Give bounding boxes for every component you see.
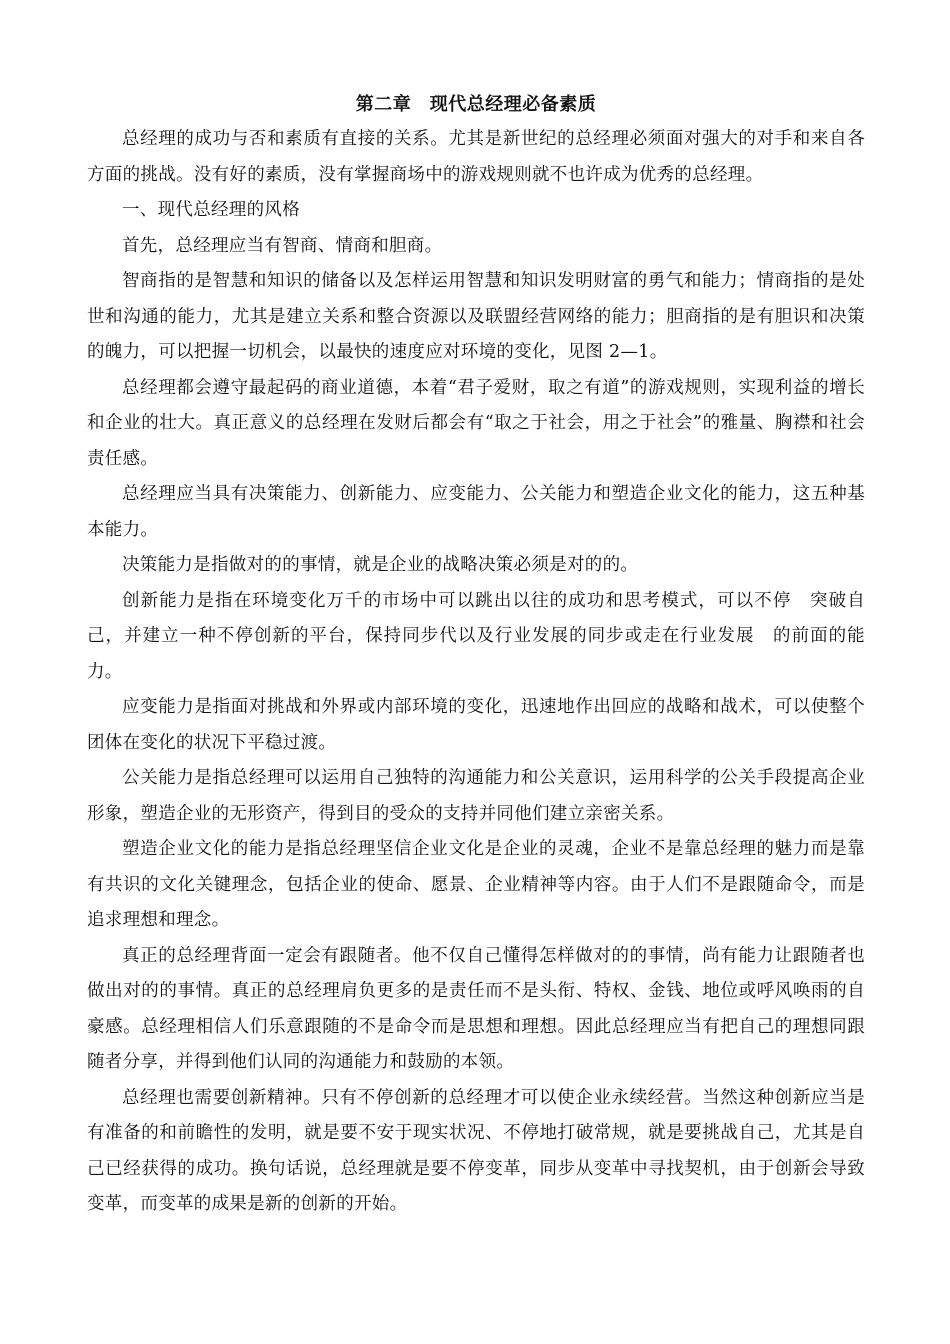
paragraph-five-abilities: 总经理应当具有决策能力、创新能力、应变能力、公关能力和塑造企业文化的能力，这五种基本能力。 (87, 484, 865, 540)
section-heading-style: 一、现代总经理的风格 (122, 200, 300, 220)
document-page (87, 92, 865, 1223)
paragraph-decision-ability: 决策能力是指做对的的事情，就是企业的战略决策必须是对的的。 (122, 555, 639, 575)
paragraph-followers: 真正的总经理背面一定会有跟随者。他不仅自己懂得怎样做对的的事情，尚有能力让跟随者也做出对的的事情。真正的总经理肩负更多的是责任而不是头衔、特权、金钱、地位或呼风唤雨的自豪感。总经理相信人们乐意跟随的不是命令而是思想和理想。因此总经理应当有把自己的理想同跟随者分享，并得到他们认同的沟通能力和鼓励的本领。 (87, 945, 865, 1072)
paragraph-innovation-ability: 创新能力是指在环境变化万千的市场中可以跳出以往的成功和思考模式，可以不停 突破自己，并建立一种不停创新的平台，保持同步代以及行业发展的同步或走在行业发展 的前面的能力。 (87, 590, 865, 682)
paragraph-iq-definition: 智商指的是智慧和知识的储备以及怎样运用智慧和知识发明财富的勇气和能力；情商指的是处世和沟通的能力，尤其是建立关系和整合资源以及联盟经营网络的能力；胆商指的是有胆识和决策的魄力，可以把握一切机会，以最快的速度应对环境的变化，见图 2—1。 (87, 271, 865, 362)
chapter-title: 第二章 现代总经理必备素质 (355, 94, 597, 115)
paragraph-iq-eq-courage: 首先，总经理应当有智商、情商和胆商。 (122, 235, 443, 256)
paragraph-innovation-spirit: 总经理也需要创新精神。只有不停创新的总经理才可以使企业永续经营。当然这种创新应当是有准备的和前瞻性的发明，就是要不安于现实状况、不停地打破常规，就是要挑战自己，尤其是自己已经获得的成功。换句话说，总经理就是要不停变革，同步从变革中寻找契机，由于创新会导致变革，而变革的成果是新的创新的开始。 (87, 1087, 865, 1214)
paragraph-adaptability: 应变能力是指面对挑战和外界或内部环境的变化，迅速地作出回应的战略和战术，可以使整个团体在变化的状况下平稳过渡。 (87, 697, 865, 753)
paragraph-intro: 总经理的成功与否和素质有直接的关系。尤其是新世纪的总经理必须面对强大的对手和来自各方面的挑战。没有好的素质，没有掌握商场中的游戏规则就不也许成为优秀的总经理。 (87, 129, 865, 185)
paragraph-public-relations: 公关能力是指总经理可以运用自己独特的沟通能力和公关意识，运用科学的公关手段提高企业形象，塑造企业的无形资产，得到目的受众的支持并同他们建立亲密关系。 (87, 768, 865, 824)
paragraph-business-ethics: 总经理都会遵守最起码的商业道德，本着“君子爱财，取之有道”的游戏规则，实现利益的增长和企业的壮大。真正意义的总经理在发财后都会有“取之于社会，用之于社会”的雅量、胸襟和社会责任感。 (87, 377, 865, 469)
paragraph-corporate-culture: 塑造企业文化的能力是指总经理坚信企业文化是企业的灵魂，企业不是靠总经理的魅力而是靠有共识的文化关键理念，包括企业的使命、愿景、企业精神等内容。由于人们不是跟随命令，而是追求理想和理念。 (87, 839, 865, 930)
